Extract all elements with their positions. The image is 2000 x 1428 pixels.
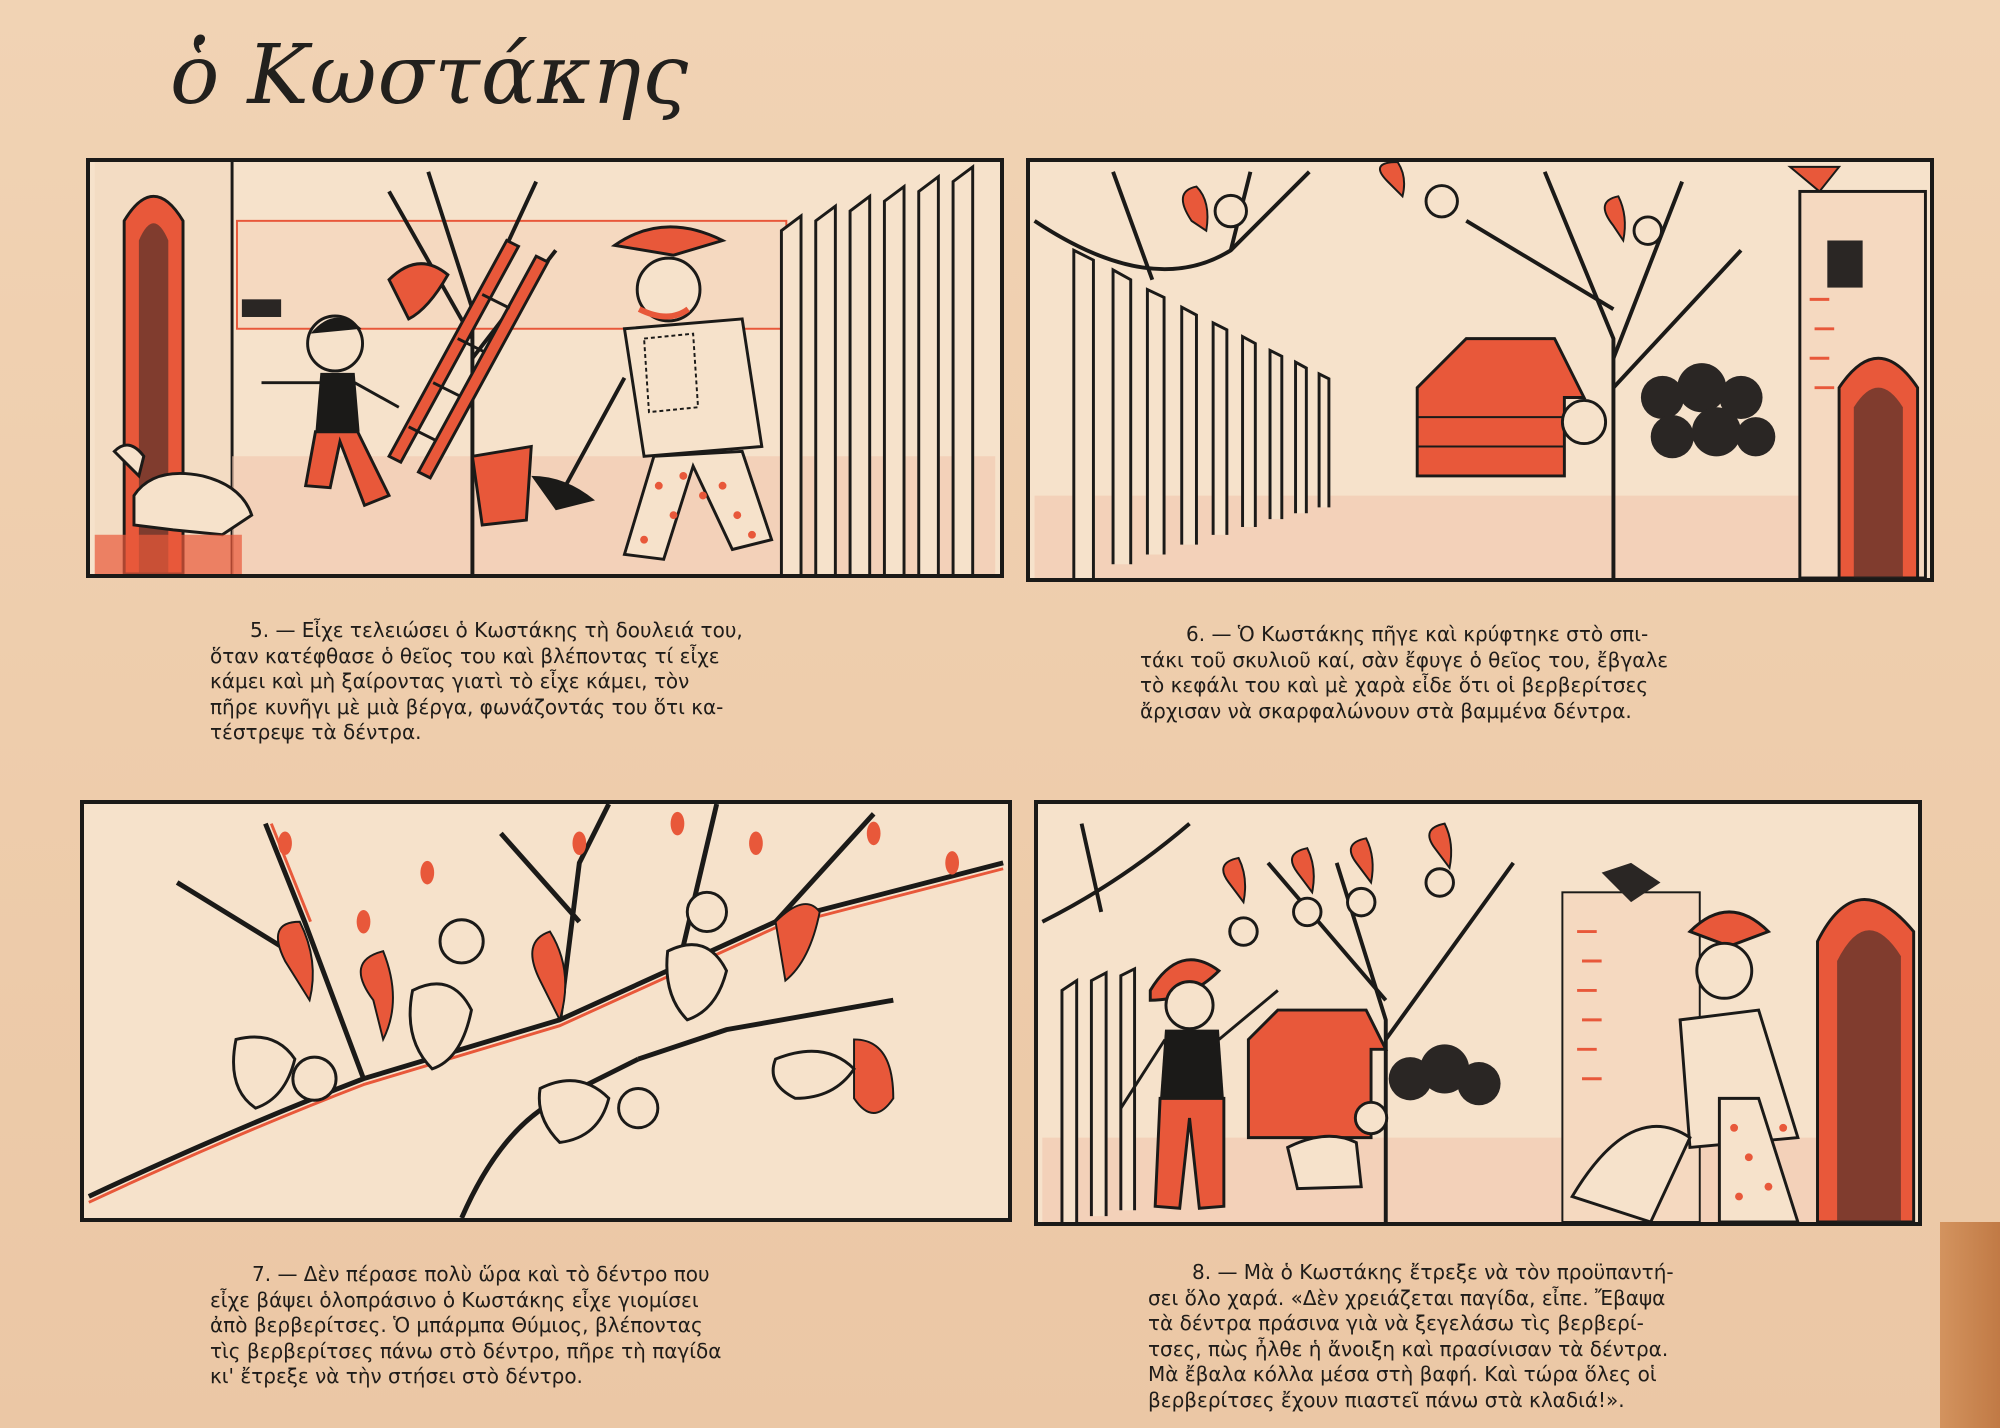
caption-line: κάμει καὶ μὴ ξαίροντας γιατὶ τὸ εἶχε κάμει, τὸν [210, 669, 690, 693]
caption-line: 8. — Μὰ ὁ Κωστάκης ἔτρεξε νὰ τὸν προϋπαντή- [1192, 1260, 1674, 1284]
panel-7-illustration [84, 804, 1008, 1218]
caption-line: κι' ἔτρεξε νὰ τὴν στήσει στὸ δέντρο. [210, 1364, 583, 1388]
panel-5-illustration [90, 162, 1000, 574]
caption-panel-8 [1148, 1260, 1828, 1413]
caption-line: τέστρεψε τὰ δέντρα. [210, 720, 422, 744]
caption-line: ὅταν κατέφθασε ὁ θεῖος του καὶ βλέποντας τί εἶχε [210, 643, 720, 668]
caption-line: 7. — Δὲν πέρασε πολὺ ὥρα καὶ τὸ δέντρο που [252, 1262, 710, 1286]
comic-panel-6 [1026, 158, 1934, 582]
caption-line: ἄρχισαν νὰ σκαρφαλώνουν στὰ βαμμένα δέντρα. [1140, 698, 1632, 723]
caption-line: βερβερίτσες ἔχουν πιαστεῖ πάνω στὰ κλαδιά!». [1148, 1387, 1625, 1412]
caption-line: 6. — Ὁ Κωστάκης πῆγε καὶ κρύφτηκε στὸ σπι- [1186, 622, 1649, 646]
caption-line: Μὰ ἔβαλα κόλλα μέσα στὴ βαφή. Καὶ τώρα ὅλες οἱ [1148, 1362, 1657, 1386]
caption-panel-6 [1140, 622, 1830, 724]
panel-6-illustration [1030, 162, 1930, 578]
caption-line: ἀπὸ βερβερίτσες. Ὁ μπάρμπα Θύμιος, βλέποντας [210, 1313, 703, 1337]
caption-line: τὶς βερβερίτσες πάνω στὸ δέντρο, πῆρε τὴ παγίδα [210, 1338, 722, 1363]
caption-line: τσες, πὼς ἦλθε ἡ ἄνοιξη καὶ πρασίνισαν τὰ δέντρα. [1148, 1336, 1669, 1361]
page-title: ὁ Κωστάκης [170, 28, 690, 123]
caption-line: εἶχε βάψει ὁλοπράσινο ὁ Κωστάκης εἶχε γιομίσει [210, 1287, 699, 1312]
caption-line: τὸ κεφάλι του καὶ μὲ χαρὰ εἶδε ὅτι οἱ βερβερίτσες [1140, 673, 1649, 697]
panel-8-illustration [1038, 804, 1918, 1222]
paper-stain [1940, 1222, 2000, 1428]
comic-panel-8 [1034, 800, 1922, 1226]
caption-panel-7 [210, 1262, 890, 1390]
comic-panel-5 [86, 158, 1004, 578]
caption-line: σει ὅλο χαρά. «Δὲν χρειάζεται παγίδα, εἶπε. Ἔβαψα [1148, 1285, 1666, 1310]
caption-panel-5 [210, 618, 890, 746]
caption-line: τάκι τοῦ σκυλιοῦ καί, σὰν ἔφυγε ὁ θεῖος του, ἔβγαλε [1140, 647, 1669, 672]
caption-line: 5. — Εἶχε τελειώσει ὁ Κωστάκης τὴ δουλειά του, [250, 618, 743, 642]
caption-line: τὰ δέντρα πράσινα γιὰ νὰ ξεγελάσω τὶς βερβερί- [1148, 1311, 1644, 1335]
comic-panel-7 [80, 800, 1012, 1222]
caption-line: πῆρε κυνῆγι μὲ μιὰ βέργα, φωνάζοντάς του ὅτι κα- [210, 694, 724, 719]
